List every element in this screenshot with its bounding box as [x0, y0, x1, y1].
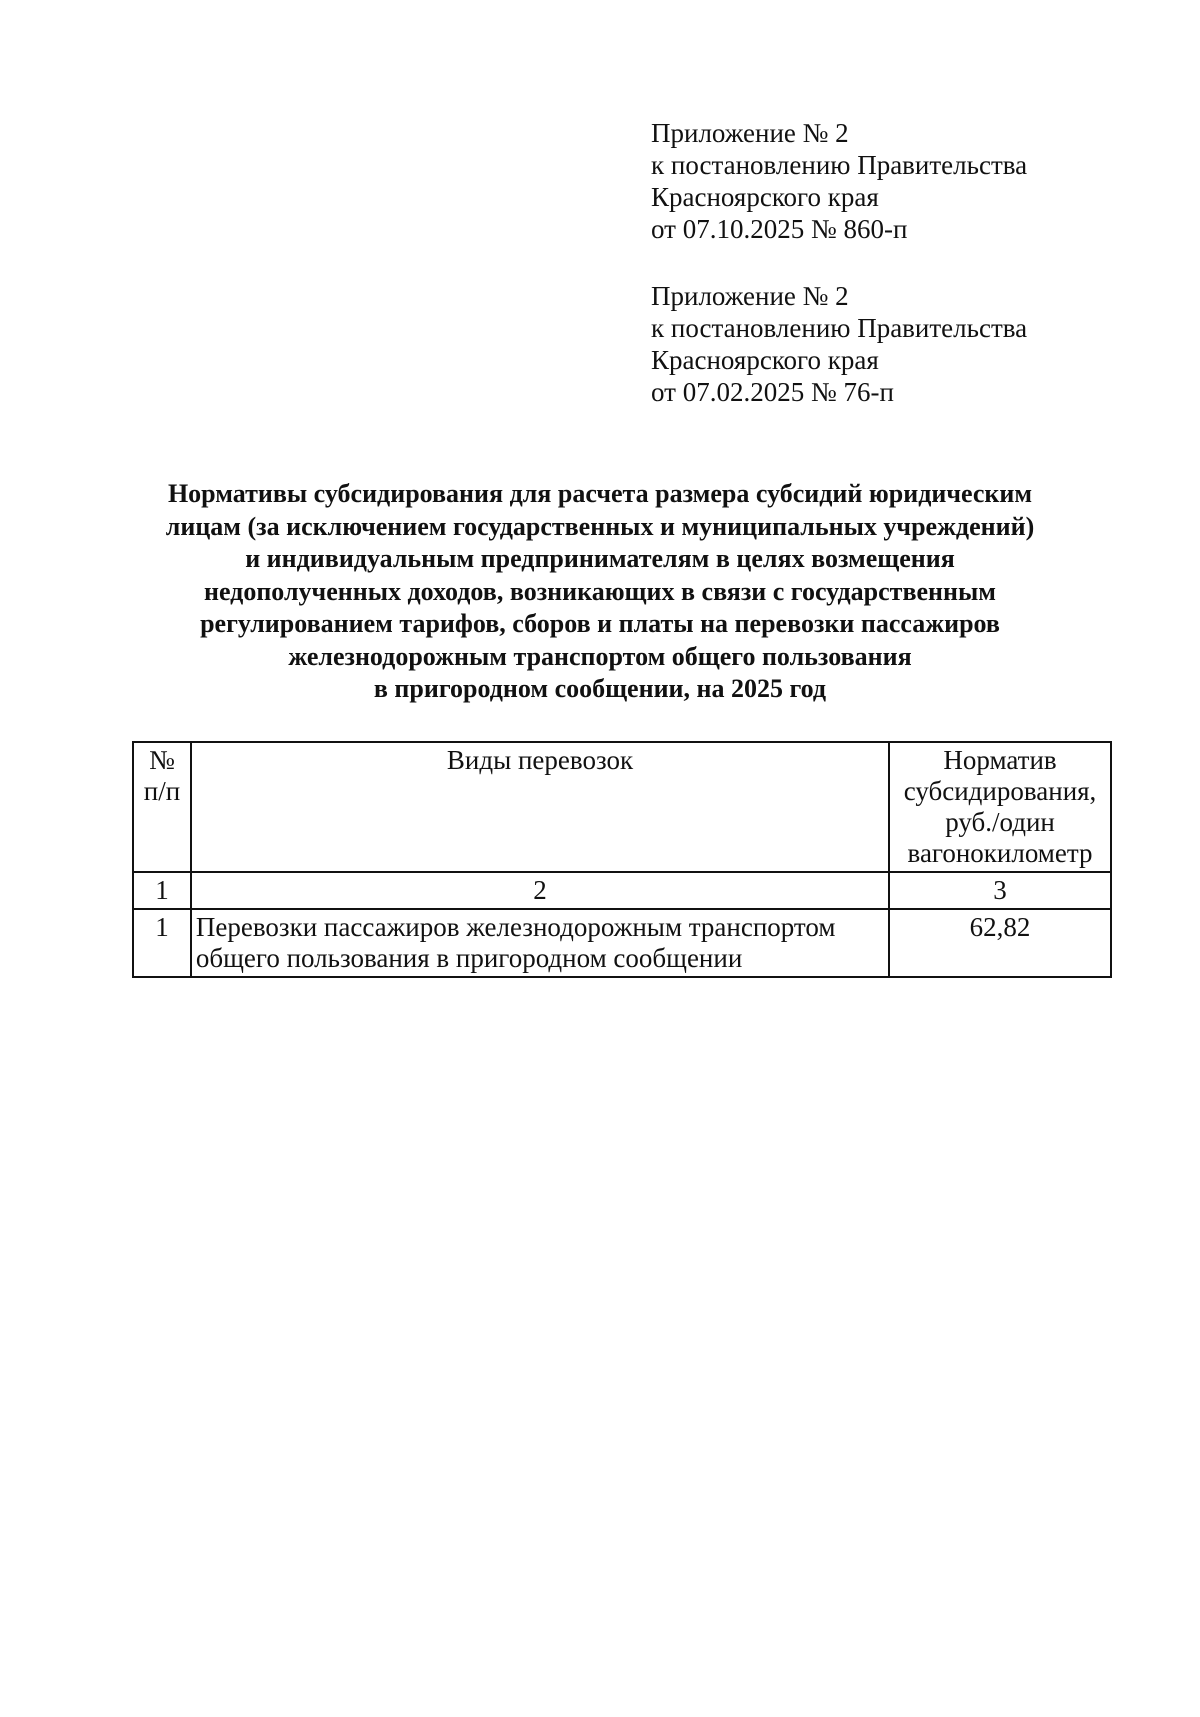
- table-row: [133, 909, 1111, 977]
- appendix-note-current: [651, 117, 1027, 245]
- appendix-line: Красноярского края: [651, 182, 879, 212]
- table-header-row: [133, 742, 1111, 872]
- document-title: [120, 478, 1080, 706]
- header-number-line: п/п: [143, 776, 181, 806]
- column-index-3: 3: [889, 872, 1111, 909]
- row-number: 1: [133, 909, 191, 977]
- appendix-line: от 07.02.2025 № 76-п: [651, 377, 894, 407]
- appendix-line: от 07.10.2025 № 860-п: [651, 214, 908, 244]
- appendix-line: Приложение № 2: [651, 118, 849, 148]
- appendix-line: Приложение № 2: [651, 281, 849, 311]
- title-line: недополученных доходов, возникающих в связи с государственным: [204, 576, 996, 606]
- column-index-1: 1: [133, 872, 191, 909]
- title-line: лицам (за исключением государственных и муниципальных учреждений): [165, 511, 1035, 541]
- title-line: железнодорожным транспортом общего пользования: [288, 641, 912, 671]
- subsidy-norms-table: [132, 741, 1112, 978]
- row-kind: [191, 909, 889, 977]
- appendix-line: к постановлению Правительства: [651, 313, 1028, 343]
- appendix-note-original: [651, 280, 1027, 408]
- row-kind-line: общего пользования в пригородном сообщении: [195, 943, 743, 973]
- title-line: Нормативы субсидирования для расчета размера субсидий юридическим: [167, 479, 1033, 508]
- header-norm: [889, 742, 1111, 872]
- row-norm-value: 62,82: [889, 909, 1111, 977]
- row-kind-line: Перевозки пассажиров железнодорожным транспортом: [195, 912, 836, 942]
- header-norm-line: руб./один: [945, 807, 1055, 837]
- title-line: и индивидуальным предпринимателям в целях возмещения: [245, 544, 955, 573]
- column-index-2: 2: [191, 872, 889, 909]
- appendix-line: к постановлению Правительства: [651, 150, 1028, 180]
- header-norm-line: вагонокилометр: [907, 838, 1093, 868]
- appendix-line: Красноярского края: [651, 345, 879, 375]
- header-norm-line: субсидирования,: [903, 776, 1097, 806]
- header-number-line: №: [149, 745, 175, 775]
- title-line: регулированием тарифов, сборов и платы на перевозки пассажиров: [200, 609, 1000, 638]
- header-norm-line: Норматив: [943, 745, 1057, 775]
- header-number: [133, 742, 191, 872]
- column-index-row: [133, 872, 1111, 909]
- header-kind: Виды перевозок: [191, 742, 889, 872]
- title-line: в пригородном сообщении, на 2025 год: [373, 674, 827, 703]
